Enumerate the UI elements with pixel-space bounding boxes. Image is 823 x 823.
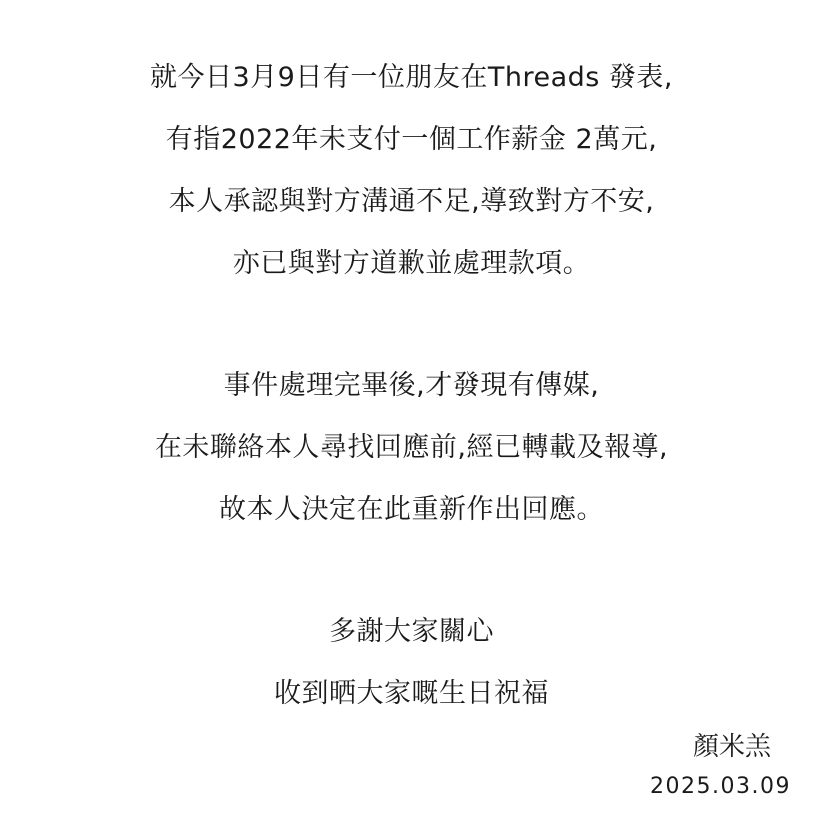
statement-line: 有指2022年未支付一個工作薪金 2萬元,: [165, 124, 658, 155]
statement-line: 收到晒大家嘅生日祝福: [274, 678, 549, 709]
statement-line: 在未聯絡本人尋找回應前,經已轉載及報導,: [154, 432, 669, 463]
statement-line: 事件處理完畢後,才發現有傳媒,: [223, 370, 600, 401]
statement-line: 亦已與對方道歉並處理款項。: [232, 248, 591, 279]
statement-line: 本人承認與對方溝通不足,導致對方不安,: [168, 186, 655, 217]
signature-name: 顏米羔: [692, 732, 771, 762]
statement-line: 就今日3月9日有一位朋友在Threads 發表,: [150, 62, 673, 93]
statement-line: 故本人決定在此重新作出回應。: [219, 494, 604, 525]
signature-date: 2025.03.09: [650, 774, 791, 799]
statement-line: 多謝大家關心: [329, 616, 494, 647]
